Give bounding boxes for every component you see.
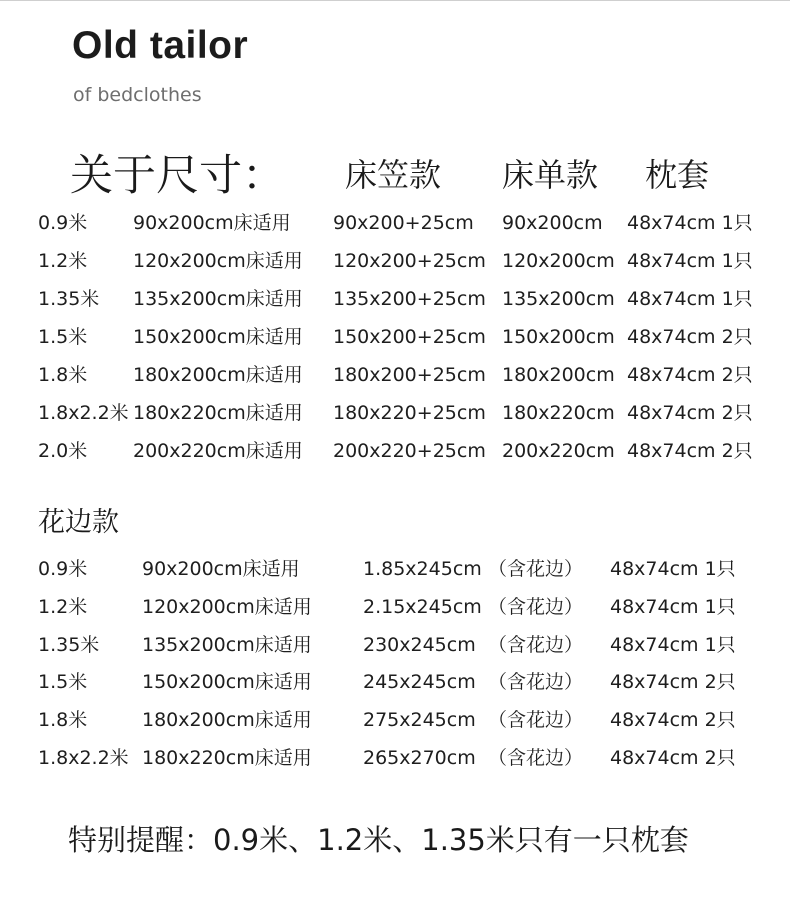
size-heading: 关于尺寸： bbox=[70, 151, 285, 201]
size-label-cell: 2.0米 bbox=[38, 440, 88, 462]
column-header-flat-sheet: 床单款 bbox=[502, 156, 599, 194]
flat-sheet-size-cell: 90x200cm bbox=[502, 212, 603, 234]
lace-note-cell: （含花边） bbox=[488, 595, 584, 618]
bed-fit-cell: 180x220cm床适用 bbox=[142, 747, 312, 769]
bed-fit-cell: 135x200cm床适用 bbox=[142, 633, 312, 656]
flat-sheet-size-cell: 150x200cm bbox=[502, 326, 615, 348]
bed-fit-cell: 180x200cm床适用 bbox=[142, 709, 312, 732]
pillowcase-cell: 48x74cm 1只 bbox=[627, 288, 753, 310]
bed-fit-cell: 90x200cm床适用 bbox=[142, 558, 300, 580]
bed-fit-cell: 200x220cm床适用 bbox=[133, 440, 303, 462]
pillowcase-cell: 48x74cm 2只 bbox=[610, 671, 736, 694]
fitted-sheet-size-cell: 180x200+25cm bbox=[333, 364, 486, 386]
bed-fit-cell: 135x200cm床适用 bbox=[133, 288, 303, 310]
lace-note-cell: （含花边） bbox=[488, 633, 584, 656]
bed-fit-cell: 150x200cm床适用 bbox=[142, 671, 312, 694]
lace-note-cell: （含花边） bbox=[488, 671, 584, 694]
flat-sheet-size-cell: 180x220cm bbox=[502, 402, 615, 424]
bed-fit-cell: 180x200cm床适用 bbox=[133, 364, 303, 386]
size-label-cell: 1.35米 bbox=[38, 288, 100, 310]
size-label-cell: 1.2米 bbox=[38, 595, 88, 618]
top-divider bbox=[0, 0, 790, 1]
size-label-cell: 1.8米 bbox=[38, 709, 88, 732]
size-label-cell: 0.9米 bbox=[38, 558, 88, 580]
pillowcase-cell: 48x74cm 2只 bbox=[627, 440, 753, 462]
column-header-fitted-sheet: 床笠款 bbox=[345, 156, 442, 194]
pillowcase-cell: 48x74cm 2只 bbox=[610, 709, 736, 732]
size-label-cell: 1.8x2.2米 bbox=[38, 402, 129, 424]
flat-sheet-size-cell: 180x200cm bbox=[502, 364, 615, 386]
fitted-sheet-size-cell: 150x200+25cm bbox=[333, 326, 486, 348]
pillowcase-cell: 48x74cm 1只 bbox=[627, 250, 753, 272]
lace-sheet-size-cell: 2.15x245cm bbox=[363, 595, 482, 618]
lace-note-cell: （含花边） bbox=[488, 747, 584, 769]
brand-subtitle: of bedclothes bbox=[73, 84, 202, 106]
pillowcase-cell: 48x74cm 2只 bbox=[627, 364, 753, 386]
size-label-cell: 1.8x2.2米 bbox=[38, 747, 129, 769]
fitted-sheet-size-cell: 200x220+25cm bbox=[333, 440, 486, 462]
fitted-sheet-size-cell: 135x200+25cm bbox=[333, 288, 486, 310]
size-label-cell: 1.5米 bbox=[38, 326, 88, 348]
size-label-cell: 1.35米 bbox=[38, 633, 100, 656]
bed-fit-cell: 120x200cm床适用 bbox=[133, 250, 303, 272]
pillowcase-cell: 48x74cm 2只 bbox=[627, 402, 753, 424]
bed-fit-cell: 120x200cm床适用 bbox=[142, 595, 312, 618]
lace-section-title: 花边款 bbox=[38, 507, 119, 538]
notice-text: 特别提醒：0.9米、1.2米、1.35米只有一只枕套 bbox=[68, 823, 689, 857]
size-label-cell: 1.5米 bbox=[38, 671, 88, 694]
lace-note-cell: （含花边） bbox=[488, 558, 584, 580]
pillowcase-cell: 48x74cm 1只 bbox=[627, 212, 753, 234]
pillowcase-cell: 48x74cm 2只 bbox=[627, 326, 753, 348]
bed-fit-cell: 150x200cm床适用 bbox=[133, 326, 303, 348]
size-label-cell: 1.2米 bbox=[38, 250, 88, 272]
bed-fit-cell: 90x200cm床适用 bbox=[133, 212, 291, 234]
fitted-sheet-size-cell: 180x220+25cm bbox=[333, 402, 486, 424]
fitted-sheet-size-cell: 120x200+25cm bbox=[333, 250, 486, 272]
bed-fit-cell: 180x220cm床适用 bbox=[133, 402, 303, 424]
lace-sheet-size-cell: 275x245cm bbox=[363, 709, 476, 732]
flat-sheet-size-cell: 200x220cm bbox=[502, 440, 615, 462]
pillowcase-cell: 48x74cm 2只 bbox=[610, 747, 736, 769]
brand-title: Old tailor bbox=[72, 24, 249, 67]
size-label-cell: 0.9米 bbox=[38, 212, 88, 234]
column-header-pillowcase: 枕套 bbox=[645, 156, 710, 194]
size-label-cell: 1.8米 bbox=[38, 364, 88, 386]
flat-sheet-size-cell: 135x200cm bbox=[502, 288, 615, 310]
pillowcase-cell: 48x74cm 1只 bbox=[610, 558, 736, 580]
pillowcase-cell: 48x74cm 1只 bbox=[610, 633, 736, 656]
lace-note-cell: （含花边） bbox=[488, 709, 584, 732]
fitted-sheet-size-cell: 90x200+25cm bbox=[333, 212, 474, 234]
flat-sheet-size-cell: 120x200cm bbox=[502, 250, 615, 272]
pillowcase-cell: 48x74cm 1只 bbox=[610, 595, 736, 618]
lace-sheet-size-cell: 265x270cm bbox=[363, 747, 476, 769]
lace-sheet-size-cell: 245x245cm bbox=[363, 671, 476, 694]
lace-sheet-size-cell: 230x245cm bbox=[363, 633, 476, 656]
lace-sheet-size-cell: 1.85x245cm bbox=[363, 558, 482, 580]
